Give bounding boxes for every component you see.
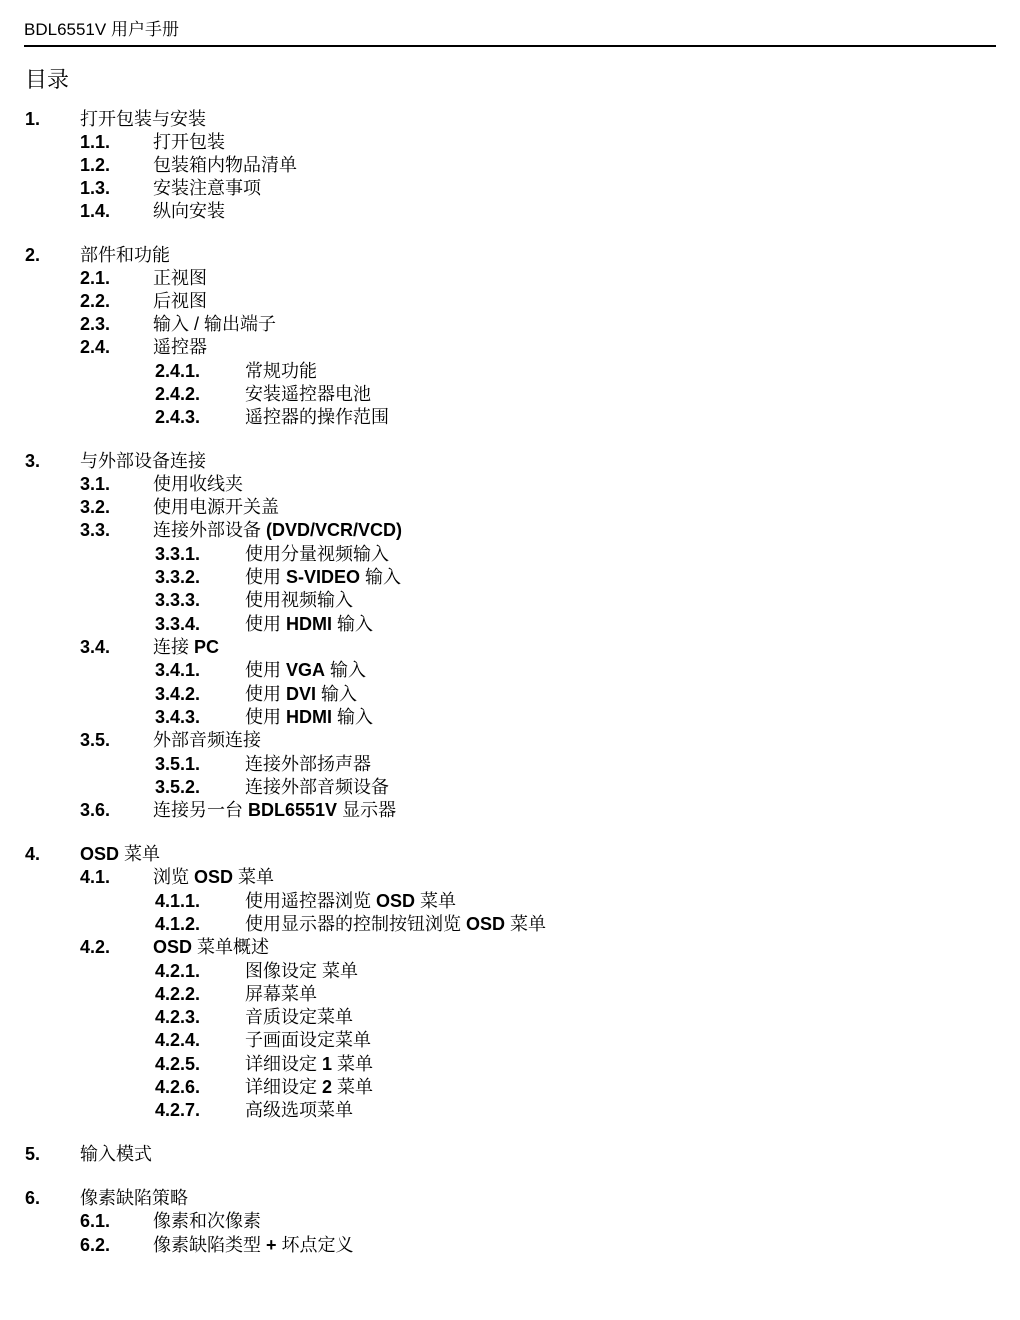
toc-entry[interactable]	[0, 705, 1000, 729]
toc-entry-number: 2.4.1.	[155, 361, 201, 381]
toc-entry-title: 使用分量视频输入	[245, 544, 389, 564]
toc-entry[interactable]	[0, 935, 1000, 959]
toc-entry-title: 与外部设备连接	[80, 451, 206, 471]
toc-entry-title: 像素和次像素	[153, 1211, 261, 1231]
toc-entry[interactable]	[0, 752, 1000, 776]
toc-entry-title: 使用 HDMI 输入	[245, 614, 374, 634]
toc-entry-title: 输入 / 输出端子	[153, 314, 277, 334]
toc-entry[interactable]	[0, 107, 1000, 131]
toc-entry-title: OSD 菜单	[80, 844, 161, 864]
toc-entry[interactable]	[0, 635, 1000, 659]
toc-entry-title: 使用 DVI 输入	[245, 684, 358, 704]
toc-entry[interactable]	[0, 1005, 1000, 1029]
toc-entry-number: 3.5.2.	[155, 777, 201, 797]
toc-entry-title: 安装注意事项	[153, 178, 261, 198]
toc-entry-title: 使用 HDMI 输入	[245, 707, 374, 727]
toc-entry[interactable]	[0, 565, 1000, 589]
toc-entry-number: 6.	[25, 1188, 41, 1208]
toc-entry-number: 3.4.	[80, 637, 111, 657]
toc-entry-number: 4.2.3.	[155, 1007, 201, 1027]
toc-entry[interactable]	[0, 728, 1000, 752]
toc-entry[interactable]	[0, 1028, 1000, 1052]
toc-entry[interactable]	[0, 1052, 1000, 1076]
toc-entry-title: 使用 VGA 输入	[245, 660, 367, 680]
toc-entry[interactable]	[0, 176, 1000, 200]
toc-entry-title: 连接 PC	[153, 637, 220, 657]
toc-entry-number: 4.2.5.	[155, 1054, 201, 1074]
toc-entry-title: 遥控器	[153, 337, 207, 357]
toc-entry-number: 2.1.	[80, 268, 111, 288]
toc-entry[interactable]	[0, 495, 1000, 519]
toc-entry-number: 2.3.	[80, 314, 111, 334]
toc-entry-number: 1.1.	[80, 132, 111, 152]
toc-entry-number: 1.	[25, 109, 41, 129]
toc-entry-title: 连接外部设备 (DVD/VCR/VCD)	[153, 520, 403, 540]
toc-entry-number: 4.1.2.	[155, 914, 201, 934]
toc-entry-title: 部件和功能	[80, 245, 170, 265]
toc-entry[interactable]	[0, 1233, 1000, 1257]
toc-entry-number: 3.4.2.	[155, 684, 201, 704]
toc-entry-number: 1.4.	[80, 201, 111, 221]
toc-entry[interactable]	[0, 243, 1000, 267]
toc-entry-number: 2.2.	[80, 291, 111, 311]
toc-entry-number: 4.2.	[80, 937, 111, 957]
toc-entry-number: 2.4.	[80, 337, 111, 357]
toc-entry-number: 3.	[25, 451, 41, 471]
toc-entry-title: 高级选项菜单	[245, 1100, 353, 1120]
toc-entry-number: 1.3.	[80, 178, 111, 198]
toc-entry-number: 4.2.6.	[155, 1077, 201, 1097]
toc-entry-title: 正视图	[153, 268, 207, 288]
toc-entry[interactable]	[0, 982, 1000, 1006]
toc-entry[interactable]	[0, 518, 1000, 542]
toc-entry-number: 3.3.1.	[155, 544, 201, 564]
toc-entry-number: 1.2.	[80, 155, 111, 175]
toc-entry-number: 4.2.1.	[155, 961, 201, 981]
toc-entry-number: 6.1.	[80, 1211, 111, 1231]
toc-entry-number: 3.3.3.	[155, 590, 201, 610]
toc-entry-title: 详细设定 2 菜单	[245, 1077, 374, 1097]
toc-entry-number: 3.1.	[80, 474, 111, 494]
toc-entry[interactable]	[0, 1142, 1000, 1166]
toc-entry[interactable]	[0, 912, 1000, 936]
toc-entry[interactable]	[0, 889, 1000, 913]
toc-entry-number: 2.	[25, 245, 41, 265]
toc-entry-title: 遥控器的操作范围	[245, 407, 389, 427]
toc-entry-title: 安装遥控器电池	[245, 384, 371, 404]
toc-heading: 目录	[25, 67, 70, 92]
toc-entry-number: 2.4.3.	[155, 407, 201, 427]
toc-entry[interactable]	[0, 130, 1000, 154]
toc-entry-title: 包装箱内物品清单	[153, 155, 297, 175]
toc-entry[interactable]	[0, 798, 1000, 822]
toc-entry-title: 纵向安装	[153, 201, 225, 221]
toc-entry-number: 4.2.4.	[155, 1030, 201, 1050]
toc-entry-title: 使用遥控器浏览 OSD 菜单	[245, 891, 457, 911]
toc-entry[interactable]	[0, 312, 1000, 336]
toc-entry-number: 3.6.	[80, 800, 111, 820]
toc-entry[interactable]	[0, 266, 1000, 290]
header-title: BDL6551V 用户手册	[24, 20, 179, 39]
toc-entry-title: 输入模式	[80, 1144, 152, 1164]
toc-entry-number: 3.3.2.	[155, 567, 201, 587]
toc-entry[interactable]	[0, 472, 1000, 496]
toc-entry-title: 屏幕菜单	[245, 984, 317, 1004]
toc-entry-title: 子画面设定菜单	[245, 1030, 371, 1050]
toc-entry-title: 连接外部扬声器	[245, 754, 371, 774]
toc-entry[interactable]	[0, 382, 1000, 406]
toc-entry-title: 打开包装	[153, 132, 225, 152]
toc-entry[interactable]	[0, 775, 1000, 799]
toc-entry[interactable]	[0, 335, 1000, 359]
toc-entry-title: 详细设定 1 菜单	[245, 1054, 374, 1074]
toc-entry-number: 3.3.	[80, 520, 111, 540]
toc-entry[interactable]	[0, 959, 1000, 983]
toc-entry[interactable]	[0, 542, 1000, 566]
toc-entry-title: 外部音频连接	[153, 730, 261, 750]
toc-entry-number: 6.2.	[80, 1235, 111, 1255]
toc-entry[interactable]	[0, 842, 1000, 866]
toc-entry-title: 连接外部音频设备	[245, 777, 389, 797]
toc-entry-title: 使用 S-VIDEO 输入	[245, 567, 402, 587]
toc-entry[interactable]	[0, 682, 1000, 706]
toc-entry-number: 3.5.1.	[155, 754, 201, 774]
toc-entry-title: 后视图	[153, 291, 207, 311]
toc-entry[interactable]	[0, 1186, 1000, 1210]
toc-entry-number: 5.	[25, 1144, 41, 1164]
toc-entry[interactable]	[0, 612, 1000, 636]
toc-entry-title: 打开包装与安装	[80, 109, 206, 129]
toc-entry-title: 像素缺陷策略	[80, 1188, 188, 1208]
toc-entry[interactable]	[0, 658, 1000, 682]
toc-entry-title: 音质设定菜单	[245, 1007, 353, 1027]
toc-entry-number: 3.3.4.	[155, 614, 201, 634]
toc-entry[interactable]	[0, 289, 1000, 313]
toc-entry[interactable]	[0, 865, 1000, 889]
page-header	[24, 20, 996, 47]
toc-entry-number: 3.4.3.	[155, 707, 201, 727]
toc-entry-title: 图像设定 菜单	[245, 961, 359, 981]
toc-entry[interactable]	[0, 449, 1000, 473]
toc-entry[interactable]	[0, 1075, 1000, 1099]
toc-entry[interactable]	[0, 153, 1000, 177]
toc-entry[interactable]	[0, 1209, 1000, 1233]
toc-entry-number: 3.2.	[80, 497, 111, 517]
toc-entry[interactable]	[0, 1098, 1000, 1122]
toc-entry[interactable]	[0, 405, 1000, 429]
toc-entry[interactable]	[0, 588, 1000, 612]
toc-entry-title: OSD 菜单概述	[153, 937, 270, 957]
toc-entry[interactable]	[0, 359, 1000, 383]
toc-entry-number: 2.4.2.	[155, 384, 201, 404]
toc-entry-number: 4.	[25, 844, 41, 864]
toc-entry-number: 3.4.1.	[155, 660, 201, 680]
toc-entry-number: 3.5.	[80, 730, 111, 750]
toc-entry-title: 使用收线夹	[153, 474, 243, 494]
toc-entry-title: 连接另一台 BDL6551V 显示器	[153, 800, 397, 820]
toc-entry-title: 像素缺陷类型 + 坏点定义	[153, 1235, 354, 1255]
toc-entry-title: 使用显示器的控制按钮浏览 OSD 菜单	[245, 914, 547, 934]
toc-entry-number: 4.1.	[80, 867, 111, 887]
toc-entry-number: 4.2.2.	[155, 984, 201, 1004]
toc-entry-number: 4.1.1.	[155, 891, 201, 911]
toc-entry-title: 使用电源开关盖	[153, 497, 279, 517]
toc-entry-title: 常规功能	[245, 361, 317, 381]
toc-entry[interactable]	[0, 199, 1000, 223]
toc-entry-title: 浏览 OSD 菜单	[153, 867, 275, 887]
toc-entry-title: 使用视频输入	[245, 590, 353, 610]
toc-entry-number: 4.2.7.	[155, 1100, 201, 1120]
